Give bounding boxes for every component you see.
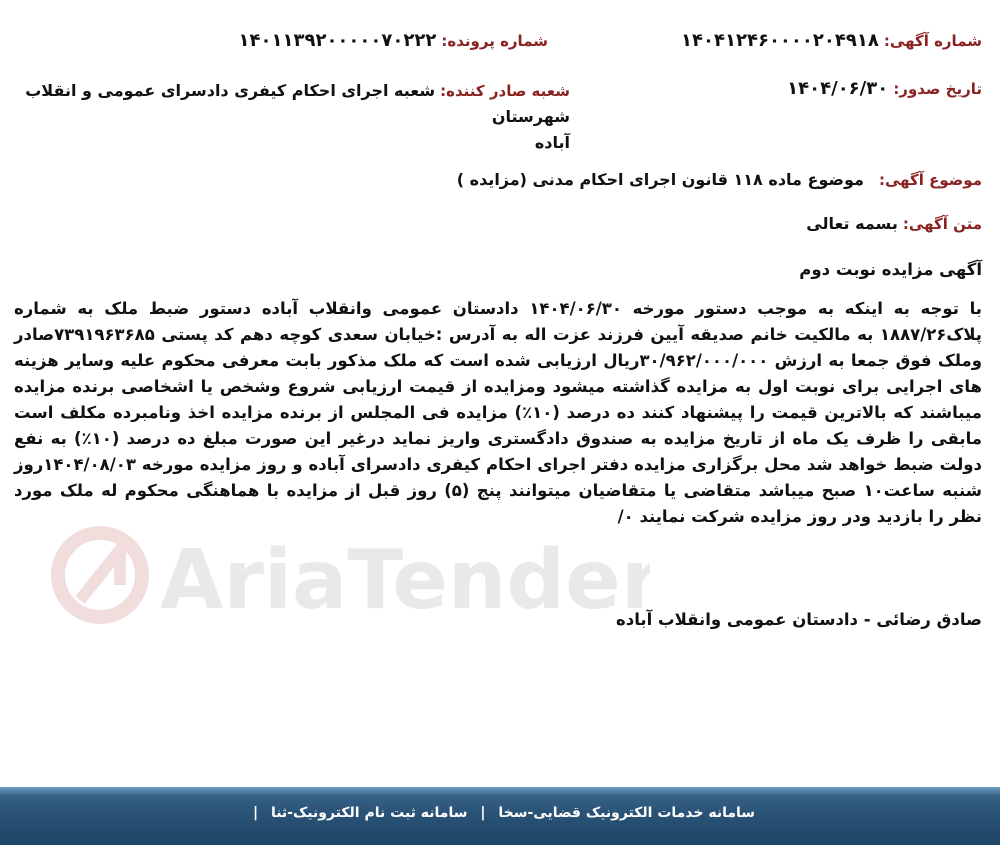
issuing-branch-label: شعبه صادر کننده:: [440, 82, 570, 100]
ad-number: ۱۴۰۴۱۲۴۶۰۰۰۰۲۰۴۹۱۸: [681, 30, 879, 51]
footer-separator: |: [480, 805, 486, 821]
footer-links: [0, 805, 1000, 821]
case-number: ۱۴۰۱۱۳۹۲۰۰۰۰۰۷۰۲۲۲: [238, 30, 437, 51]
issue-date-row: [787, 78, 982, 99]
footer-stripe: [0, 787, 1000, 795]
subject-value: موضوع ماده ۱۱۸ قانون اجرای احکام مدنی (مزایده ): [456, 170, 864, 189]
issuing-branch-cont: آباده: [534, 133, 570, 152]
subject-label: موضوع آگهی:: [878, 171, 982, 189]
ad-number-row: [681, 30, 982, 51]
watermark-logo-icon: [50, 520, 650, 640]
notice-body: با توجه به اینکه به موجب دستور مورخه ۱۴۰۴/۰۶/۳۰ دادستان عمومی وانقلاب آباده دستور ضبط ملک به شماره پلاک۱۸۸۷/۲۶ به مالکیت خانم صدیقه آیین فرزند عزت اله به آدرس :خیابان سعدی کوچه دهم کد پستی ۷۳۹۱۹۶۳۶۸۵صادر وملک فوق جمعا به ارزش ۳۰/۹۶۲/۰۰۰/۰۰۰ریال ارزیابی شده است که ملک مذکور بابت معرفی محکوم علیه وسایر هزینه های اجرایی برای نوبت اول به مزایده گذاشته میشود ومزایده از قیمت ارزیابی شروع وشخص یا اشخاصی برنده مزایده میباشند که بالاترین قیمت را پیشنهاد کنند ده درصد (۱۰٪) مزایده فی المجلس از برنده مزایده اخذ ونامبرده مکلف است مابقی را ظرف یک ماه از تاریخ مزایده به صندوق دادگستری واریز نماید درغیر این صورت مبلغ ده درصد (۱۰٪) به نفع دولت ضبط خواهد شد محل برگزاری مزایده دفتر اجرای احکام کیفری دادسرای آباده و روز مزایده مورخه ۱۴۰۴/۰۸/۰۳روز شنبه ساعت۱۰ صبح میباشد متقاضی یا متقاضیان میتوانند پنج (۵) روز قبل از مزایده با هماهنگی محکوم له ملک مورد نظر را بازدید ودر روز مزایده شرکت نمایند ۰/: [14, 299, 983, 526]
notice-heading: آگهی مزایده نوبت دوم: [799, 260, 982, 279]
issuing-branch-row: [10, 78, 570, 156]
watermark-text: AriaTender: [160, 533, 650, 628]
footer-link-sana[interactable]: سامانه ثبت نام الکترونیک-ثنا: [270, 805, 468, 821]
case-number-row: [239, 30, 548, 51]
watermark: [50, 520, 650, 640]
issue-date: ۱۴۰۴/۰۶/۳۰: [787, 78, 889, 99]
text-label: متن آگهی:: [902, 215, 982, 233]
ad-number-label: شماره آگهی:: [883, 32, 982, 50]
footer-link-sakha[interactable]: سامانه خدمات الکترونیک قضایی-سخا: [498, 805, 756, 821]
signature: صادق رضائی - دادستان عمومی وانقلاب آباده: [616, 610, 982, 629]
footer-bar: [0, 787, 1000, 845]
footer-separator: |: [252, 805, 259, 821]
text-row: [806, 214, 982, 233]
case-number-label: شماره پرونده:: [441, 32, 548, 50]
issuing-branch: شعبه اجرای احکام کیفری دادسرای عمومی و انقلاب شهرستان: [25, 81, 570, 126]
issue-date-label: تاریخ صدور:: [893, 80, 982, 98]
subject-row: [457, 170, 982, 189]
text-opening: بسمه تعالی: [806, 214, 898, 233]
